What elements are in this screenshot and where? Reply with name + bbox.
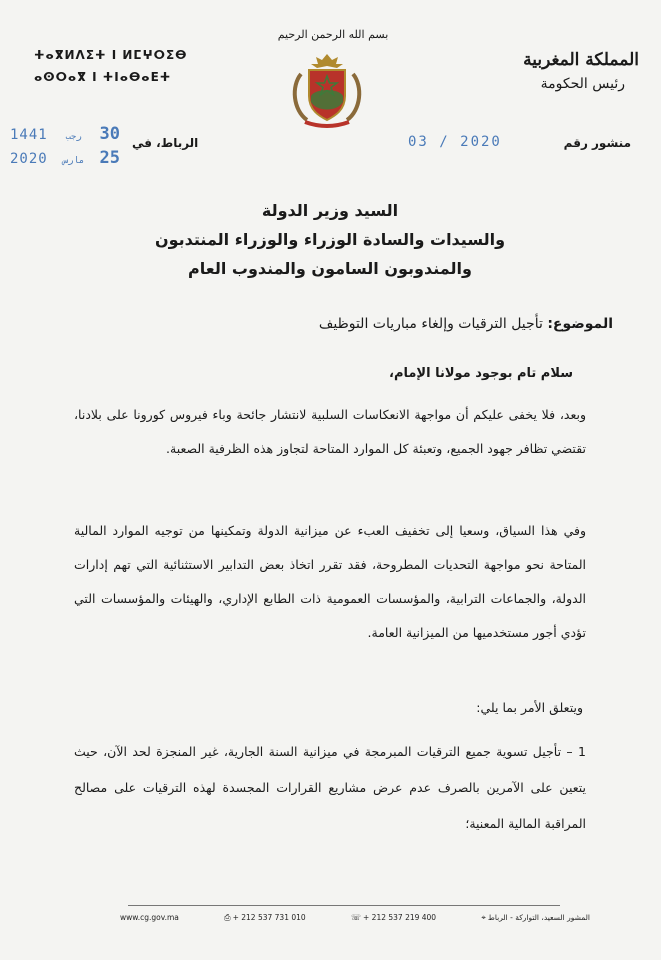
footer-website[interactable]: www.cg.gov.ma <box>120 913 179 922</box>
footer <box>120 913 590 923</box>
hijri-month: رجب <box>65 132 82 142</box>
royal-coat-of-arms-icon <box>287 52 367 132</box>
subject-text: تأجيل الترقيات وإلغاء مباريات التوظيف <box>318 316 543 332</box>
items-intro: ويتعلق الأمر بما يلي: <box>476 700 583 715</box>
addressee-line: والمندوبون السامون والمندوب العام <box>188 259 472 278</box>
kingdom-header <box>489 48 639 96</box>
body-paragraph: وبعد، فلا يخفى عليكم أن مواجهة الانعكاسات السلبية لانتشار جائحة وباء فيروس كورونا على بلادنا، تقتضي تظافر جهود الجميع، وتعبئة كل الموارد المتاحة لتجاوز هذه الظرفية الصعبة. <box>74 407 586 456</box>
government-office: رئيس الحكومة <box>540 76 625 92</box>
list-item: 1 – تأجيل تسوية جميع الترقيات المبرمجة في ميزانية السنة الجارية، غير المنجزة لحد الآن، حيث يتعين على الآمرين بالصرف عدم عرض مشاريع القرارات المجسدة لهذه الترقيات على مصالح المراقبة المالية المعنية؛ <box>74 744 586 831</box>
addressees <box>120 196 540 283</box>
footer-phone: + 212 537 219 400 <box>363 913 437 922</box>
hijri-date <box>10 124 120 148</box>
tifinagh-header <box>34 44 187 88</box>
hijri-day: 30 <box>99 124 120 144</box>
tifinagh-line-1: ⵜⴰⴳⵍⴷⵉⵜ ⵏ ⵍⵎⵖⵔⵉⴱ <box>34 48 188 62</box>
greg-year: 2020 <box>10 151 48 167</box>
addressee-line: والسيدات والسادة الوزراء والوزراء المنتدبون <box>154 230 506 249</box>
greeting: سلام تام بوجود مولانا الإمام، <box>389 366 573 381</box>
date-stamp <box>10 124 120 172</box>
footer-fax: + 212 537 731 010 <box>232 913 306 922</box>
phone-icon: ☏ <box>350 913 361 922</box>
body-paragraph: وفي هذا السياق، وسعيا إلى تخفيف العبء عن ميزانية الدولة وتمكينها من توجيه الموارد المالية المتاحة نحو مواجهة التحديات المطروحة، فقد تقرر اتخاذ بعض التدابير الاستثنائية التي تهم إدارات الدولة، والجماعات الترابية، والمؤسسات العمومية ذات الطابع الإداري، والهيئات والمؤسسات التي تؤدي أجور مستخدميها من الميزانية العامة. <box>74 523 586 640</box>
addressee-line: السيد وزير الدولة <box>261 201 399 220</box>
greg-day: 25 <box>99 148 120 168</box>
basmala: بسم الله الرحمن الرحيم <box>277 28 389 41</box>
greg-month: مارس <box>62 156 85 166</box>
subject-label: الموضوع: <box>547 316 613 332</box>
place-label: الرباط، في <box>132 136 199 150</box>
footer-divider <box>128 905 560 906</box>
tifinagh-line-2: ⴰⵙⵔⴰⴳ ⵏ ⵜⵏⴰⴱⴰⴹⵜ <box>34 70 172 84</box>
location-icon: ⌖ <box>481 913 486 922</box>
gregorian-date <box>10 148 120 172</box>
fax-icon: ⎙ <box>224 913 231 922</box>
kingdom-name: المملكة المغربية <box>523 50 639 70</box>
circular-label: منشور رقم <box>563 136 631 150</box>
subject-line <box>319 316 613 332</box>
footer-address: المشور السعيد، التواركة - الرباط <box>487 913 590 922</box>
hijri-year: 1441 <box>10 127 48 143</box>
circular-number: 03 / 2020 <box>408 134 502 150</box>
